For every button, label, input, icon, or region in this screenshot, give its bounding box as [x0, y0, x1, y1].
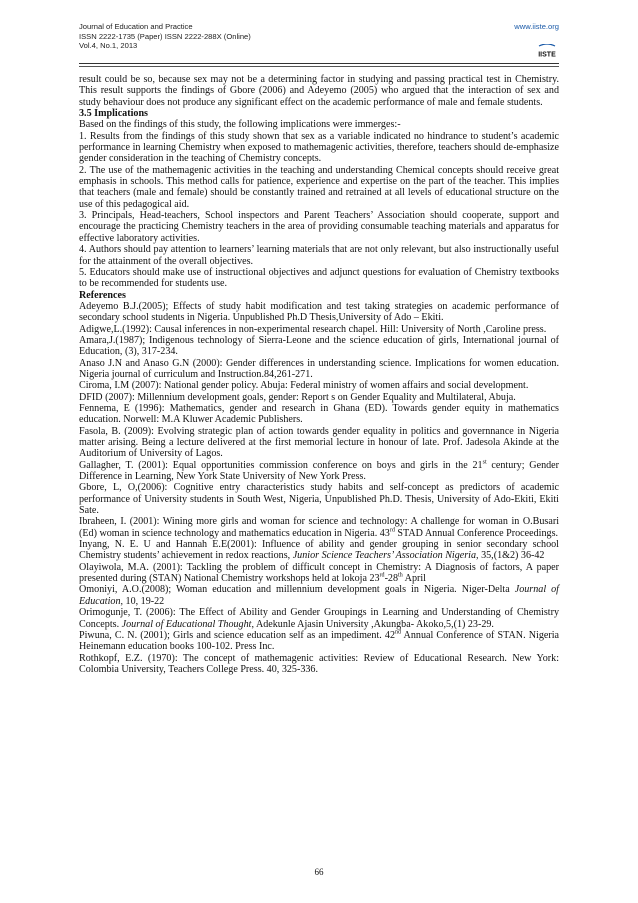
reference-entry: Anaso J.N and Anaso G.N (2000): Gender differences in understanding science. Implications for women education. Nigeria journal of curriculum and Instruction.84,261-271. — [79, 357, 559, 380]
ref-text: Annual Conference of STAN. Nigeria Heinemann education books 100-102. Press Inc. — [79, 629, 559, 653]
iiste-logo-icon — [536, 44, 558, 58]
journal-volume: Vol.4, No.1, 2013 — [79, 41, 138, 51]
reference-entry: Rothkopf, E.Z. (1970): The concept of mathemagenic activities: Review of Educational Research. New York: Colombia University, Teachers College Press. 40, 325-336. — [79, 652, 559, 675]
ref-text: STAD Annual Conference Proceedings. — [394, 527, 559, 539]
ref-superscript: rd — [389, 527, 395, 534]
implication-item-2: 2. The use of the mathemagenic activities in the teaching and understanding Chemical concepts should receive great emphasis in schools. This method calls for patience, experience and expertise on the part of the teacher. This implies that teachers (male and female) should be constantly trained and retrained at all levels of educational structure on the use of this pedagogical aid. — [79, 164, 559, 210]
journal-issn: ISSN 2222-1735 (Paper) ISSN 2222-288X (Online) — [79, 31, 251, 41]
ref-journal-italic: Journal of Education, — [79, 584, 559, 607]
implications-lead: Based on the findings of this study, the following implications were immerges:- — [79, 119, 401, 131]
reference-entry — [79, 516, 559, 539]
ref-superscript: rd — [379, 572, 385, 579]
reference-entry: Adigwe,L.(1992): Causal inferences in non-experimental research chapel. Hill: University of North ,Caroline press. — [79, 323, 547, 335]
reference-entry: DFID (2007): Millennium development goals, gender: Report s on Gender Equality and Multilateral, Abuja. — [79, 391, 516, 403]
reference-entry — [79, 630, 559, 653]
implications-heading: 3.5 Implications — [79, 108, 148, 120]
page-number: 66 — [314, 867, 324, 877]
reference-entry — [79, 584, 559, 607]
ref-text: -28 — [384, 573, 399, 585]
ref-text: , Adekunle Ajasin University ,Akungba- Akoko,5,(1) 23-29. — [251, 618, 494, 630]
ref-superscript: st — [482, 459, 487, 466]
implication-item-4: 4. Authors should pay attention to learners’ learning materials that are not only relevant, but also instructionally useful for the attainment of the overall objectives. — [79, 244, 559, 267]
ref-journal-italic: Junior Science Teachers’ Association Nigeria, — [292, 550, 479, 562]
reference-entry: Fennema, E (1996): Mathematics, gender and research in Ghana (ED). Towards gender equity in mathematics education. Norwell: M.A Kluwer Academic Publishers. — [79, 402, 559, 426]
reference-entry: Ciroma, I.M (2007): National gender policy. Abuja: Federal ministry of women affairs and social development. — [79, 380, 529, 392]
journal-title: Journal of Education and Practice — [79, 22, 193, 31]
ref-text: Ibraheen, I. (2001): Wining more girls and woman for science and technology: A challenge for woman in O.Busari (Ed) woman in science technology and mathematics education in Nigeria. 43 — [79, 516, 559, 539]
reference-entry — [79, 460, 559, 483]
journal-header — [79, 22, 559, 51]
ref-text: Omoniyi, A.O.(2008); Woman education and millennium development goals in Nigeria. Niger-Delta — [79, 584, 515, 596]
article-body — [79, 74, 559, 675]
ref-superscript: th — [398, 572, 403, 579]
implication-item-5: 5. Educators should make use of instructional objectives and adjunct questions for evaluation of Chemistry textbooks to be recommended for students use. — [79, 266, 559, 290]
svg-text:IISTE: IISTE — [538, 51, 556, 58]
ref-text: Inyang, N. E. U and Hannah E.E(2001): Influence of ability and gender grouping in senior secondary school Chemistry students’ achievement in redox reactions, — [79, 539, 559, 562]
references-heading: References — [79, 289, 126, 301]
reference-entry: Adeyemo B.J.(2005); Effects of study habit modification and test taking strategies on academic performance of secondary school students in Nigeria. Unpublished Ph.D Thesis,University of Ado – Ekiti. — [79, 300, 559, 324]
implication-item-1: 1. Results from the findings of this study shown that sex as a variable indicated no hindrance to student’s academic performance in learning Chemistry when exposed to mathemagenic activities, therefore, teachers should de-emphasize gender consideration in the teaching of Chemistry concepts. — [79, 130, 559, 165]
header-divider-thin — [79, 66, 559, 67]
implication-item-3: 3. Principals, Head-teachers, School inspectors and Parent Teachers’ Association should cooperate, support and encourage the practicing Chemistry teachers in the area of providing consumable teaching materials and apparatus for effective laboratory activities. — [79, 210, 559, 244]
ref-superscript: nd — [395, 629, 401, 636]
ref-text: 10, 19-22 — [123, 595, 165, 607]
ref-text: Olayiwola, M.A. (2001): Tackling the problem of difficult concept in Chemistry: A Diagnosis of factors, A paper presented during (STAN) National Chemistry workshops held at lokoja 23 — [79, 561, 559, 585]
reference-entry — [79, 562, 559, 585]
ref-text: century; Gender Difference in Learning, New York State University of New York Press. — [79, 459, 559, 483]
reference-entry — [79, 607, 559, 630]
ref-text: Piwuna, C. N. (2001); Girls and science education self as an impediment. 42 — [79, 629, 395, 641]
ref-text: Orimogunje, T. (2006): The Effect of Ability and Gender Groupings in Learning and Understanding of Chemistry Concepts. — [79, 607, 559, 630]
journal-url-link[interactable]: www.iiste.org — [514, 22, 559, 31]
header-divider — [79, 63, 559, 64]
ref-journal-italic: Journal of Educational Thought — [121, 618, 252, 630]
reference-entry — [79, 539, 559, 562]
intro-paragraph: result could be so, because sex may not be a determining factor in studying and passing practical test in Chemistry. This result supports the findings of Gbore (2006) and Adeyemo (2005) who argued that the interaction of sex and study behaviour does not produce any significant effect on the academic performance of male and female students. — [79, 74, 559, 108]
ref-text: April — [402, 573, 426, 585]
ref-text: 35,(1&2) 36-42 — [478, 550, 545, 562]
reference-entry: Fasola, B. (2009): Evolving strategic plan of action towards gender equality in politics and governnance in Nigeria matter arising. Being a lecture delivered at the first memorial lecture in honour of late. Prof. Jadesola Akinde at the Auditorium of University of Lagos. — [79, 425, 559, 460]
ref-text: Gallagher, T. (2001): Equal opportunities commission conference on boys and girls in the 21 — [79, 459, 483, 471]
reference-entry: Amara,J.(1987); Indigenous technology of Sierra-Leone and the science education of girls, International journal of Education, (3), 317-234. — [79, 334, 559, 358]
reference-entry: Gbore, L, O,(2006): Cognitive entry characteristics study habits and self-concept as predictors of academic performance of University students in South West, Nigeria, Unpublished Ph.D. Thesis, University of Ado-Ekiti, Ekiti Sate. — [79, 482, 559, 517]
